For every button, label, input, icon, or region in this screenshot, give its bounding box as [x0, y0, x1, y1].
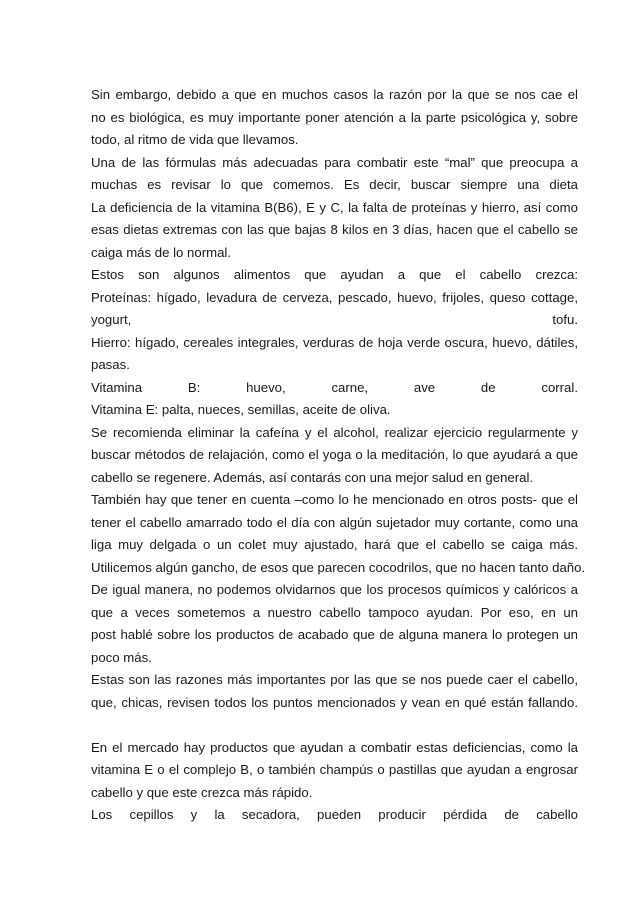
text-line: La deficiencia de la vitamina B(B6), E y C, la falta de proteínas y hierro, así como	[91, 199, 578, 215]
text-line: que a veces sometemos a nuestro cabello tampoco ayudan. Por eso, en un	[91, 604, 578, 620]
text-line: todo, al ritmo de vida que llevamos.	[91, 132, 299, 147]
text-line: Proteínas: hígado, levadura de cerveza, pescado, huevo, frijoles, queso cottage,	[91, 289, 578, 305]
text-line: También hay que tener en cuenta –como lo he mencionado en otros posts- que el	[91, 492, 578, 507]
text-line: En el mercado hay productos que ayudan a combatir estas deficiencias, como la	[91, 739, 578, 755]
blank-line	[91, 714, 578, 737]
text-line: Hierro: hígado, cereales integrales, verduras de hoja verde oscura, huevo, dátiles,	[91, 334, 578, 350]
text-line: Estas son las razones más importantes por las que se nos puede caer el cabello,	[91, 672, 578, 687]
text-line: Vitamina E: palta, nueces, semillas, aceite de oliva.	[91, 402, 391, 417]
text-line: De igual manera, no podemos olvidarnos que los procesos químicos y calóricos a	[91, 582, 578, 597]
text-line: cabello se regenere. Además, así contarás con una mejor salud en general.	[91, 469, 534, 485]
document-body	[91, 84, 586, 827]
text-line: vitamina E o el complejo B, o también champús o pastillas que ayudan a engrosar	[91, 762, 578, 777]
text-line: cabello y que este crezca más rápido.	[91, 784, 313, 800]
text-line: Los cepillos y la secadora, pueden producir pérdida de cabello	[91, 807, 578, 822]
text-line: liga muy delgada o un colet muy ajustado, hará que el cabello se caiga más.	[91, 537, 578, 552]
text-line: no es biológica, es muy importante poner atención a la parte psicológica y, sobre	[91, 109, 578, 125]
text-line: que, chicas, revisen todos los puntos mencionados y vean en qué están fallando.	[91, 694, 578, 710]
text-line: Se recomienda eliminar la cafeína y el alcohol, realizar ejercicio regularmente y	[91, 424, 578, 440]
text-line: Sin embargo, debido a que en muchos casos la razón por la que se nos cae el	[91, 87, 578, 102]
text-line: caiga más de lo normal.	[91, 244, 232, 260]
text-line: Vitamina B: huevo, carne, ave de corral.	[91, 379, 578, 395]
text-line: Utilicemos algún gancho, de esos que parecen cocodrilos, que no hacen tanto daño.	[91, 559, 586, 575]
text-line: Estos son algunos alimentos que ayudan a que el cabello crezca:	[91, 267, 578, 282]
text-line: esas dietas extremas con las que bajas 8 kilos en 3 días, hacen que el cabello se	[91, 222, 578, 237]
text-line: Una de las fórmulas más adecuadas para combatir este “mal” que preocupa a	[91, 154, 578, 170]
text-line: tener el cabello amarrado todo el día con algún sujetador muy cortante, como una	[91, 514, 578, 530]
text-line: pasas.	[91, 357, 130, 372]
text-line: yogurt, tofu.	[91, 312, 578, 327]
text-line: post hablé sobre los productos de acabado que de alguna manera lo protegen un	[91, 627, 578, 642]
text-line: muchas es revisar lo que comemos. Es decir, buscar siempre una dieta	[91, 177, 578, 192]
text-line: poco más.	[91, 649, 152, 665]
text-line: buscar métodos de relajación, como el yoga o la meditación, lo que ayudará a que	[91, 447, 578, 462]
